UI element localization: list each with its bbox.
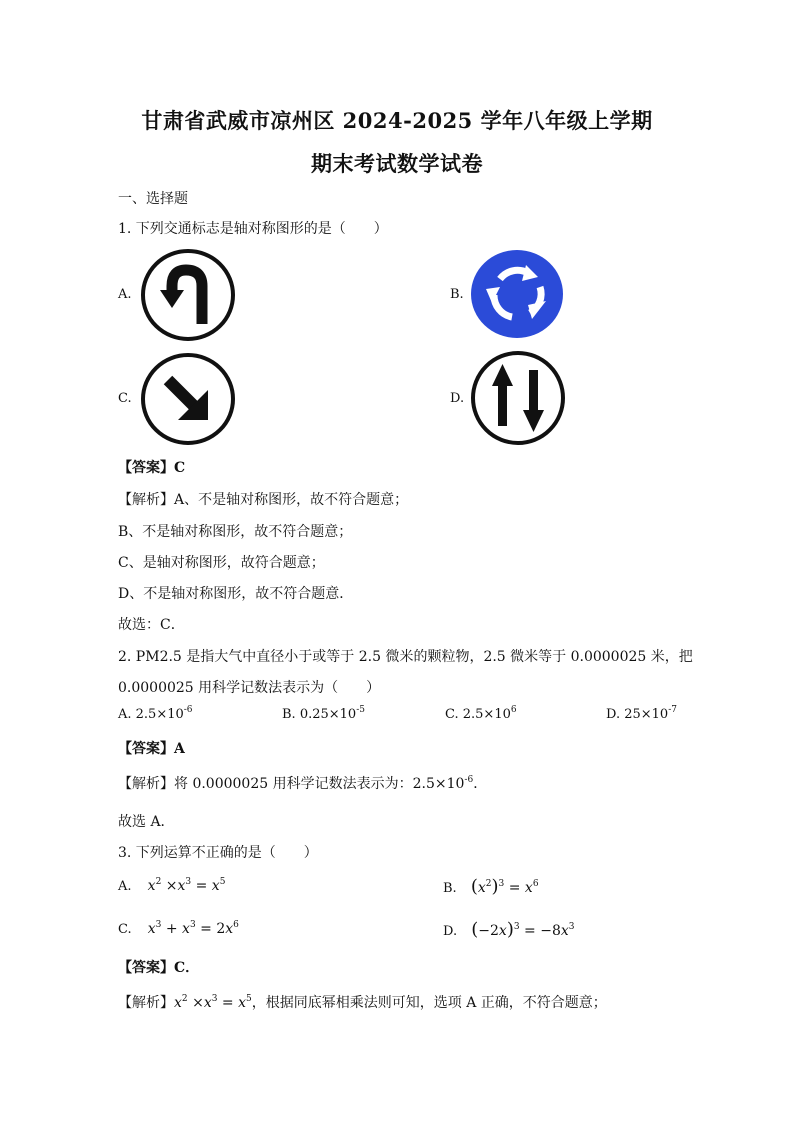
page-title-line2: 期末考试数学试卷 bbox=[311, 151, 483, 176]
q1-option-b-label: B. bbox=[450, 287, 464, 302]
q2-stem-line2: 0.0000025 用科学记数法表示为（ ） bbox=[118, 680, 381, 696]
q1-conclusion: 故选：C． bbox=[118, 617, 185, 633]
q3-analysis: 【解析】$x^2 \times x^3 = x^5$，根据同底幂相乘法则可知，选项 A 正确，不符合题意； bbox=[118, 994, 607, 1011]
q2-option-c: C. $2.5\times 10^6$ bbox=[445, 705, 517, 722]
q1-option-d-label: D. bbox=[450, 391, 465, 406]
page-title-line1: 甘肃省武威市凉州区 2024-2025 学年八年级上学期 bbox=[141, 108, 653, 133]
q1-stem: 1. 下列交通标志是轴对称图形的是（ ） bbox=[118, 221, 388, 237]
q2-answer: 【答案】A bbox=[118, 741, 185, 757]
q2-option-d: D. $25\times 10^{-7}$ bbox=[606, 705, 677, 722]
q3-option-c: C. $x^3 + x^3 = 2x^6$ bbox=[118, 920, 239, 937]
q1-analysis-4: D、不是轴对称图形，故不符合题意． bbox=[118, 586, 354, 602]
q3-answer: 【答案】C． bbox=[118, 960, 200, 976]
roundabout-sign-icon bbox=[470, 249, 564, 339]
q3-option-d: D. $(-2x)^3 = -8x^3$ bbox=[443, 919, 575, 940]
q3-option-b: B. $(x^2)^3 = x^6$ bbox=[443, 876, 539, 897]
q1-analysis-3: C、是轴对称图形，故符合题意； bbox=[118, 555, 325, 571]
q1-analysis-1: 【解析】A、不是轴对称图形，故不符合题意； bbox=[118, 492, 409, 508]
q3-option-a: A. $x^2 \times x^3 = x^5$ bbox=[118, 877, 226, 894]
q3-stem: 3. 下列运算不正确的是（ ） bbox=[118, 845, 318, 861]
q2-stem-line1: 2. PM2.5 是指大气中直径小于或等于 2.5 微米的颗粒物，2.5 微米等于 0.0000025 米，把 bbox=[118, 649, 693, 665]
q2-option-a: A. $2.5\times 10^{-6}$ bbox=[118, 705, 193, 722]
q1-option-a-label: A. bbox=[118, 287, 132, 302]
section-heading: 一、选择题 bbox=[118, 191, 188, 207]
q1-option-c-label: C. bbox=[118, 391, 132, 406]
diagonal-arrow-sign-icon bbox=[140, 352, 236, 446]
q1-answer: 【答案】C bbox=[118, 460, 186, 476]
q2-analysis: 【解析】将 0.0000025 用科学记数法表示为：$2.5\times 10^{-6}$． bbox=[118, 775, 488, 792]
q2-conclusion: 故选 A． bbox=[118, 814, 175, 830]
two-way-traffic-sign-icon bbox=[470, 350, 566, 446]
u-turn-sign-icon bbox=[140, 248, 236, 342]
q1-analysis-2: B、不是轴对称图形，故不符合题意； bbox=[118, 524, 353, 540]
q2-option-b: B. $0.25\times 10^{-5}$ bbox=[282, 705, 365, 722]
